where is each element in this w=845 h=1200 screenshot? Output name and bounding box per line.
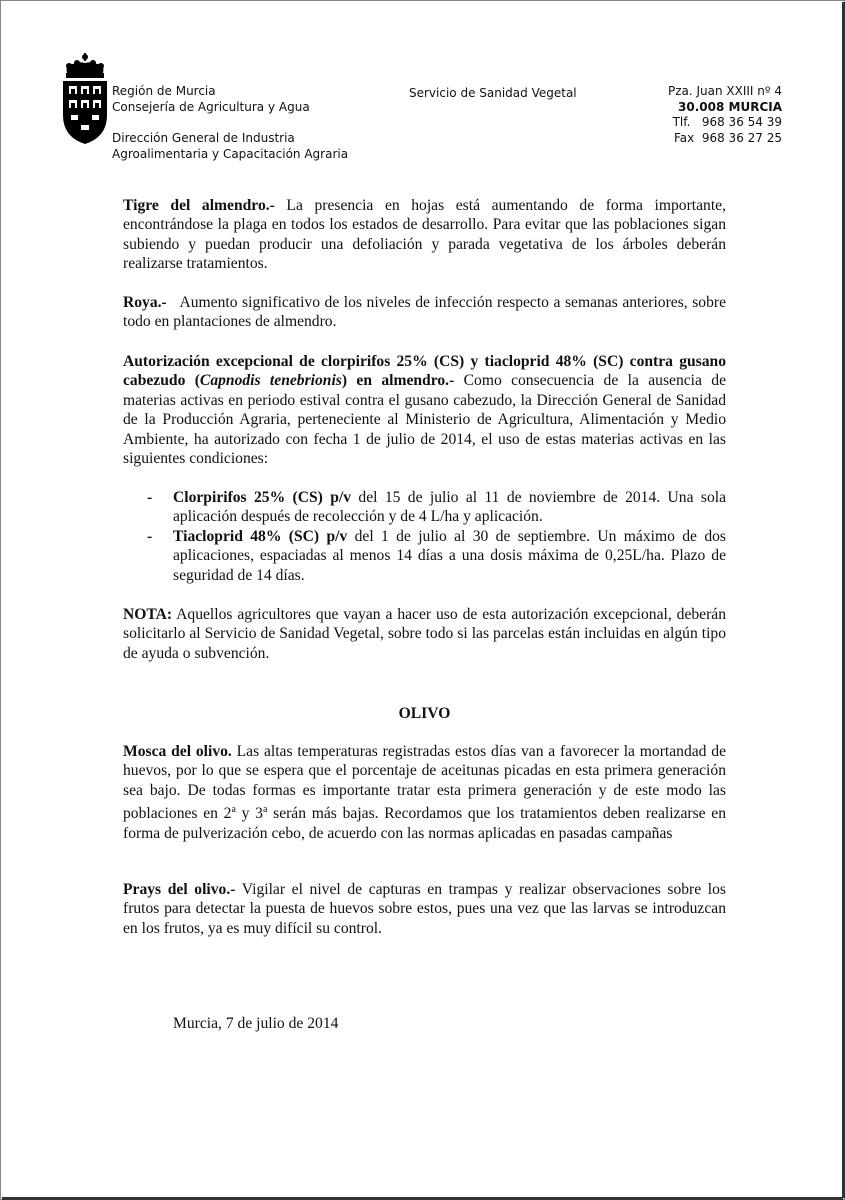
date-signature: Murcia, 7 de julio de 2014 (173, 1015, 339, 1032)
olivo-heading: OLIVO (398, 705, 451, 722)
section-tigre-almendro (123, 196, 726, 274)
directorate-name (112, 130, 348, 162)
org-line-1: Región de Murcia (112, 84, 216, 98)
section-text: Aquellos agricultores que vayan a hacer uso de esta autorización excepcional, deberán solicitarlo al Servicio de Sanidad Vegetal, sobre todo si las parcelas están incluidas en algún tipo de ayuda o subvención. (123, 606, 726, 662)
section-title-a: Autorización excepcional de clorpirifos 25% (CS) y tiacloprid 48% (SC) contra gusano cabezudo ( (123, 353, 726, 390)
section-title: Prays del olivo.- (123, 881, 236, 898)
section-text-a: Las altas temperaturas registradas estos días van a favorecer la mortandad de huevos, por lo que se espera que el porcentaje de aceitunas picadas en esta primera generación sea bajo. De todas formas es importante tratar esta primera generación y de este modo las poblaciones en 2 (123, 743, 726, 823)
address-street: Pza. Juan XXIII nº 4 (667, 84, 782, 98)
list-item (147, 488, 726, 527)
org-line-4: Agroalimentaria y Capacitación Agraria (112, 147, 349, 161)
list-item (147, 527, 726, 585)
organization-name (112, 83, 310, 115)
address-city: 30.008 MURCIA (678, 99, 782, 114)
section-nota (123, 605, 726, 663)
conditions-list (147, 488, 726, 585)
bullet-dash: - (147, 527, 153, 545)
section-title-b: ) en almendro.- (341, 372, 455, 390)
section-autorizacion (123, 352, 726, 468)
section-title-italic: Capnodis tenebrionis (199, 372, 342, 390)
section-prays-olivo (123, 880, 726, 938)
bullet-text: del 1 de julio al 30 de septiembre. Un máximo de dos aplicaciones, espaciadas al menos 14 días a una dosis máxima de 0,25L/ha. Plazo de seguridad de 14 días. (173, 527, 726, 584)
section-title: Tigre del almendro.- (123, 197, 275, 214)
bullet-title: Tiacloprid 48% (SC) p/v (173, 527, 348, 545)
bullet-dash: - (147, 489, 153, 506)
bullet-title: Clorpirifos 25% (CS) p/v (173, 489, 352, 506)
org-line-2: Consejería de Agricultura y Agua (112, 100, 310, 114)
section-text-c: serán más bajas. Recordamos que los tratamientos deben realizarse en forma de pulverización cebo, de acuerdo con las normas aplicadas en pasadas campañas (123, 805, 727, 842)
section-text: Como consecuencia de la ausencia de materias activas en periodo estival contra el gusano cabezudo, la Dirección General de Sanidad de la Producción Agraria, perteneciente al Ministerio de Agricultura, Alimentación y Medio Ambiente, ha autorizado con fecha 1 de julio de 2014, el uso de estas materias activas en las siguientes condiciones: (123, 372, 726, 468)
section-mosca-olivo (123, 742, 726, 843)
superscript-a: a (231, 804, 236, 816)
coat-of-arms-icon (61, 53, 109, 145)
bullet-text: del 15 de julio al 11 de noviembre de 2014. Una sola aplicación después de recolección y de 4 L/ha y aplicación. (173, 489, 726, 526)
section-text: La presencia en hojas está aumentando de forma importante, encontrándose la plaga en todos los estados de desarrollo. Para evitar que las poblaciones sigan subiendo y puedan producir una defoliación y parada vegetativa de los árboles deberán realizarse tratamientos. (123, 197, 726, 273)
section-text-b: y 3 (235, 805, 263, 823)
section-roya (123, 293, 730, 332)
section-title: NOTA: (123, 606, 173, 623)
address-block (668, 84, 782, 146)
section-title: Mosca del olivo. (123, 743, 232, 760)
org-line-3: Dirección General de Industria (112, 131, 295, 145)
section-text: Aumento significativo de los niveles de infección respecto a semanas anteriores, sobre todo en plantaciones de almendro. (123, 294, 730, 331)
service-name: Servicio de Sanidad Vegetal (409, 86, 577, 100)
superscript-a-2: a (262, 804, 268, 816)
section-title: Roya.- (123, 294, 167, 311)
address-phone: Tlf. 968 36 54 39 (672, 115, 782, 129)
section-text: Vigilar el nivel de capturas en trampas y realizar observaciones sobre los frutos para detectar la puesta de huevos sobre estos, pues una vez que las larvas se introduzcan en los frutos, ya es muy difícil su control. (123, 881, 726, 937)
address-fax: Fax 968 36 27 25 (673, 130, 782, 145)
